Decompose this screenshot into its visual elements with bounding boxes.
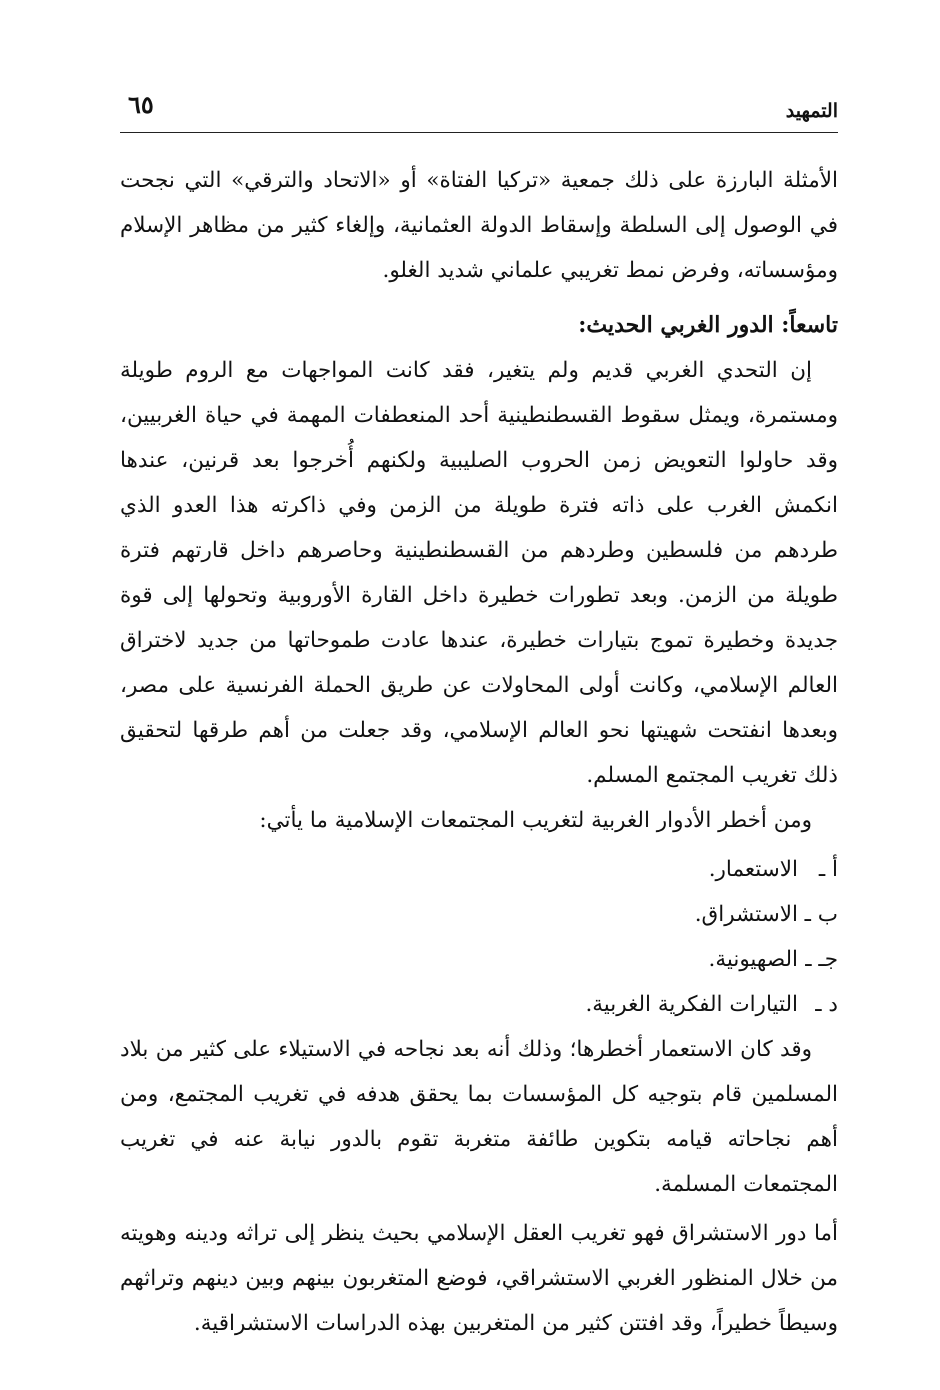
- paragraph-list-intro: ومن أخطر الأدوار الغربية لتغريب المجتمعات الإسلامية ما يأتي:: [259, 808, 812, 833]
- list-item-letter: جـ ـ: [805, 947, 838, 972]
- page-body: [120, 158, 838, 1346]
- page-number: ٦٥: [128, 90, 154, 119]
- list-item-text: التيارات الفكرية الغربية.: [585, 992, 798, 1017]
- list-item-letter: أ ـ: [818, 857, 838, 882]
- list-item: [120, 937, 838, 982]
- paragraph-colonialism: وقد كان الاستعمار أخطرها؛ وذلك أنه بعد نجاحه في الاستيلاء على كثير من بلاد المسلمين قام بتوجيه كل المؤسسات بما يحقق هدفه في تغريب المجتمع، ومن أهم نجاحاته قيامه بتكوين طائفة متغربة تقوم بالدور نيابة عنه في تغريب المجتمعات المسلمة.: [120, 1037, 838, 1197]
- list-item-letter: ب ـ: [804, 902, 838, 927]
- list-item-text: الاستعمار.: [708, 857, 798, 882]
- paragraph-western-challenge: إن التحدي الغربي قديم ولم يتغير، فقد كانت المواجهات مع الروم طويلة ومستمرة، ويمثل سقوط القسطنطينية أحد المنعطفات المهمة في حياة الغربيين، وقد حاولوا التعويض زمن الحروب الصليبية ولكنهم أُخرجوا بعد قرنين، عندها انكمش الغرب على ذاته فترة طويلة من الزمن وفي ذاكرته هذا العدو الذي طردهم من فلسطين وطردهم من القسطنطينية وحاصرهم داخل قارتهم فترة طويلة من الزمن. وبعد تطورات خطيرة داخل القارة الأوروبية وتحولها إلى قوة جديدة وخطيرة تموج بتيارات خطيرة، عندها عادت طموحاتها من جديد لاختراق العالم الإسلامي، وكانت أولى المحاولات عن طريق الحملة الفرنسية على مصر، وبعدها انفتحت شهيتها نحو العالم الإسلامي، وقد جعلت من أهم طرقها لتحقيق ذلك تغريب المجتمع المسلم.: [120, 358, 838, 788]
- list-item-letter: د ـ: [815, 992, 838, 1017]
- chapter-title: التمهيد: [785, 100, 838, 122]
- section-heading: تاسعاً: الدور الغربي الحديث:: [578, 312, 838, 338]
- list-item-text: الاستشراق.: [694, 902, 798, 927]
- list-item: [120, 982, 838, 1027]
- list-item: [120, 892, 838, 937]
- list-item: [120, 847, 838, 892]
- list-item-text: الصهيونية.: [708, 947, 798, 972]
- paragraph-orientalism: أما دور الاستشراق فهو تغريب العقل الإسلامي بحيث ينظر إلى تراثه ودينه وهويته من خلال المنظور الغربي الاستشراقي، فوضع المتغربون بينهم وبين دينهم وتراثهم وسيطاً خطيراً، وقد افتتن كثير من المتغربين بهذه الدراسات الاستشراقية.: [120, 1221, 838, 1336]
- paragraph-continuation: الأمثلة البارزة على ذلك جمعية «تركيا الفتاة» أو «الاتحاد والترقي» التي نجحت في الوصول إلى السلطة وإسقاط الدولة العثمانية، وإلغاء كثير من مظاهر الإسلام ومؤسساته، وفرض نمط تغريبي علماني شديد الغلو.: [120, 168, 838, 283]
- page-header: [120, 88, 838, 133]
- roles-list: [120, 847, 838, 1027]
